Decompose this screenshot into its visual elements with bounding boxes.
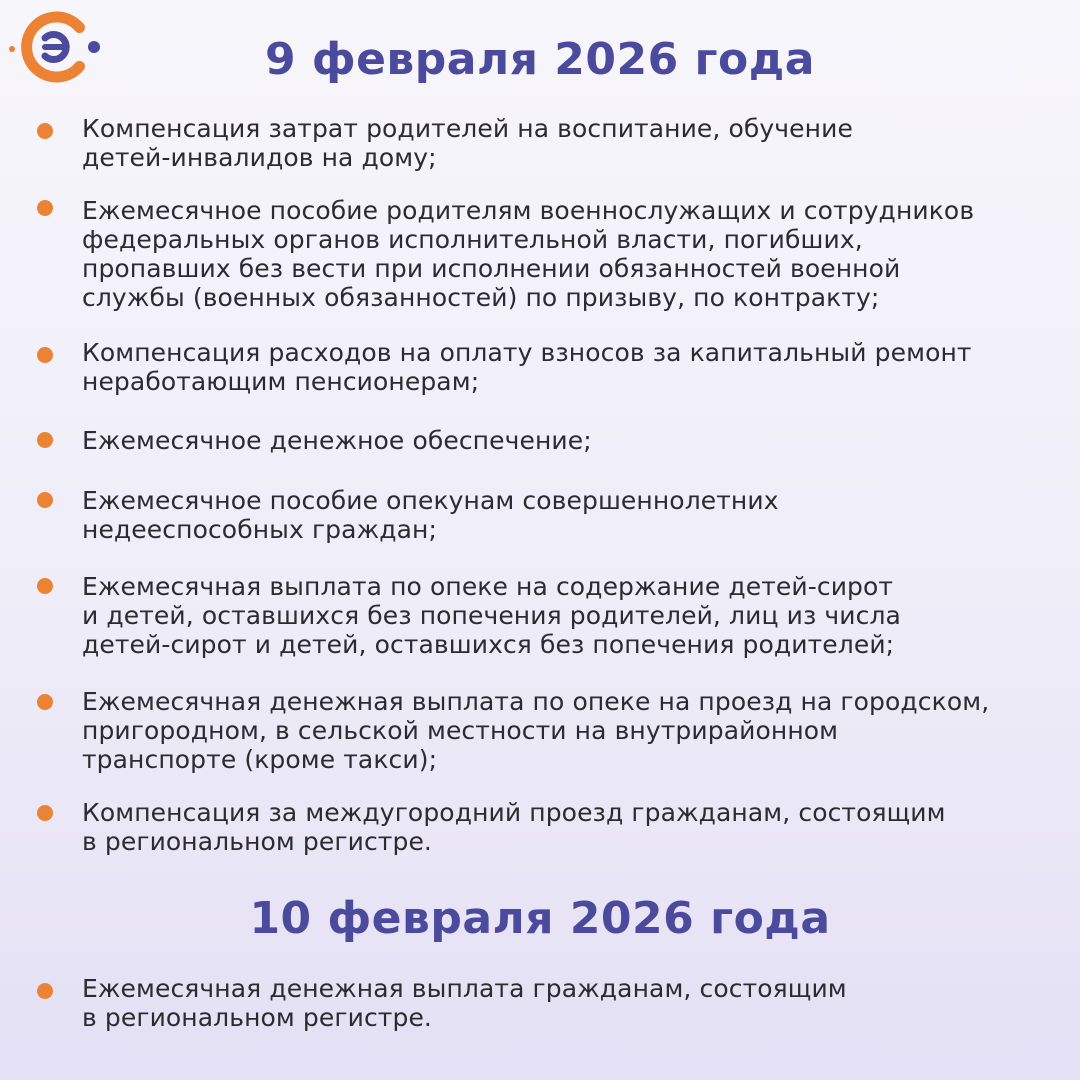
list-item-text: Ежемесячная денежная выплата гражданам, состоящим в региональном регистре. xyxy=(82,974,847,1032)
list-item-text: Ежемесячное пособие родителям военнослужащих и сотрудников федеральных органов исполнительной власти, погибших, пропавших без вести при исполнении обязанностей военной службы (военных обязанностей) по призыву, по контракту; xyxy=(82,196,975,312)
date-heading: 9 февраля 2026 года xyxy=(265,34,815,85)
list-item-text: Ежемесячная выплата по опеке на содержание детей-сирот и детей, оставшихся без попечения родителей, лиц из числа детей-сирот и детей, оставшихся без попечения родителей; xyxy=(82,572,901,659)
bullet-icon xyxy=(37,694,53,710)
bullet-icon xyxy=(37,432,53,448)
list-item-text: Ежемесячное денежное обеспечение; xyxy=(82,426,592,455)
list-item-text: Компенсация затрат родителей на воспитание, обучение детей-инвалидов на дому; xyxy=(82,114,853,172)
bullet-icon xyxy=(37,200,53,216)
list-item-text: Компенсация расходов на оплату взносов за капитальный ремонт неработающим пенсионерам; xyxy=(82,338,972,396)
date-heading: 10 февраля 2026 года xyxy=(249,893,831,944)
list-item-text: Компенсация за междугородний проезд гражданам, состоящим в региональном регистре. xyxy=(82,798,946,856)
bullet-icon xyxy=(37,123,53,139)
bullet-icon xyxy=(37,983,53,999)
list-item-text: Ежемесячное пособие опекунам совершеннолетних недееспособных граждан; xyxy=(82,486,779,544)
bullet-icon xyxy=(37,578,53,594)
bullet-icon xyxy=(37,347,53,363)
bullet-icon xyxy=(37,492,53,508)
list-item-text: Ежемесячная денежная выплата по опеке на проезд на городском, пригородном, в сельской местности на внутрирайонном транспорте (кроме такси); xyxy=(82,687,990,774)
bullet-icon xyxy=(37,805,53,821)
